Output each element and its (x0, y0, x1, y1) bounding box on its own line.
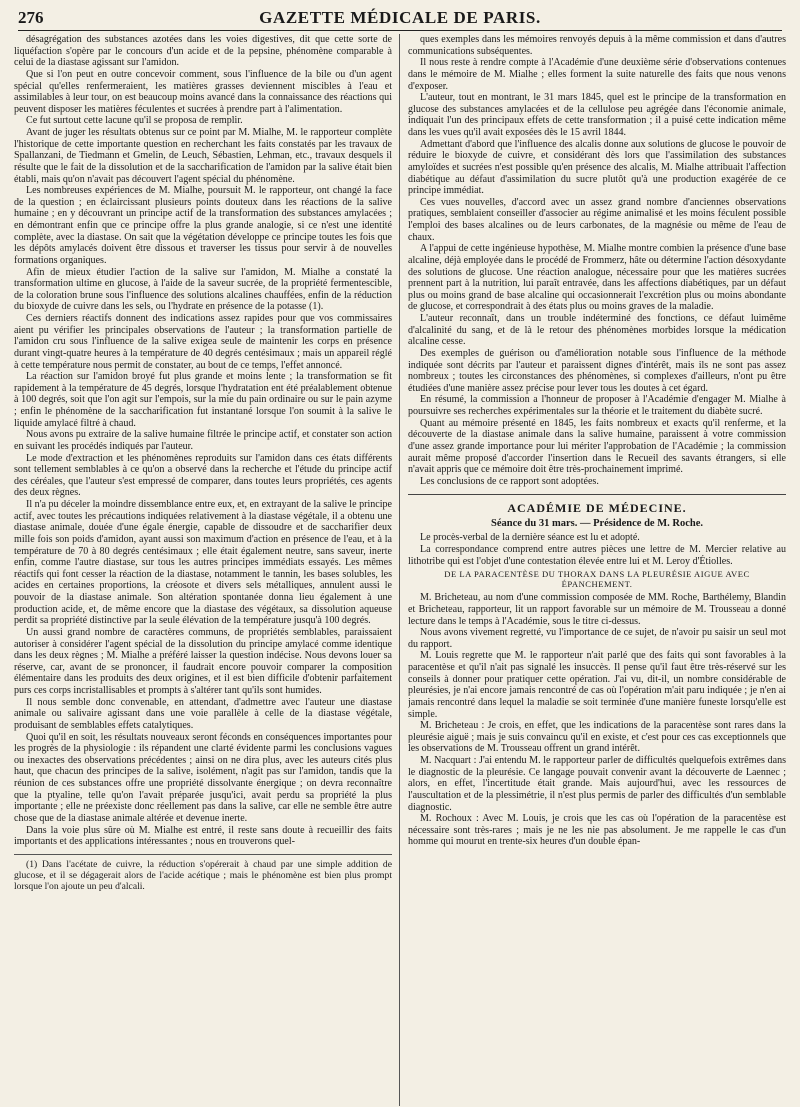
page-number: 276 (18, 8, 44, 27)
paragraph: M. Bricheteau, au nom d'une commission composée de MM. Roche, Barthélemy, Blandin et Bricheteau, rapporteur, lit un rapport favorable sur un mémoire de M. Trousseau a donné lecture dans le temps à l'Académie, sous le titre ci-dessus. (408, 592, 786, 627)
paragraph: Il nous reste à rendre compte à l'Académie d'une deuxième série d'observations contenues dans le mémoire de M. Mialhe ; elles forment la suite naturelle des faits que nous venons d'exposer. (408, 57, 786, 92)
paragraph: désagrégation des substances azotées dans les voies digestives, dit que cette sorte de liquéfaction s'opère par le concours d'un acide et de la pepsine, phénomène comparable à celui de la diastase agissant sur l'amidon. (14, 34, 392, 69)
paragraph: L'auteur, tout en montrant, le 31 mars 1845, quel est le principe de la transformation en glucose des substances amylacées et de la cellulose peu agrégée dans l'économie animale, indiquait l'un des principaux effets de cette transformation ; il a puisé cette indication même dans les vues qu'il avait exposées dès le 15 avril 1844. (408, 92, 786, 138)
footnote-divider (14, 854, 392, 855)
paragraph: L'auteur reconnaît, dans un trouble indéterminé des fonctions, ce défaut luimême d'alcalinité du sang, et de là le retour des phénomènes morbides lorsque la médication alcaline cesse. (408, 313, 786, 348)
paragraph: M. Nacquart : J'ai entendu M. le rapporteur parler de difficultés quelquefois extrêmes dans le diagnostic de la pleurésie. Ce langage pouvait convenir avant la découverte de Laennec ; alors, en effet, l'incertitude était grande. Mais aujourd'hui, avec les ressources de l'auscultation et de la plessimétrie, il n'est plus permis de parler des difficultés d'un semblable diagnostic. (408, 755, 786, 813)
paragraph: Les conclusions de ce rapport sont adoptées. (420, 475, 599, 487)
left-column (14, 34, 400, 1106)
text-columns (14, 34, 786, 1106)
paragraph: M. Rochoux : Avec M. Louis, je crois que les cas où l'opération de la paracentèse est nécessaire sont très-rares ; mais je ne les nie pas absolument. Je me rappelle le cas d'un homme qui mourut en trente-six heures d'un double épan- (408, 813, 786, 848)
paragraph: M. Louis regrette que M. le rapporteur n'ait parlé que des faits qui sont favorables à la paracentèse et qu'il n'ait pas signalé les insuccès. Il pense qu'il faut être très-réservé sur les conseils à donner pour pratiquer cette opération. J'ai vu, dit-il, un nombre considérable de pleurésies, je n'ai encore jamais rencontré de cas où l'opération m'ait paru indiquée ; je n'en ai jamais rencontré dans lequel la maladie se soit terminée d'une manière funeste lorsqu'elle est simple. (408, 650, 786, 720)
paragraph: En résumé, la commission a l'honneur de proposer à l'Académie d'engager M. Mialhe à poursuivre ses recherches expérimentales sur la théorie et le traitement du diabète sucré. (408, 394, 786, 417)
paragraph: Nous avons vivement regretté, vu l'importance de ce sujet, de n'avoir pu saisir un seul mot du rapport. (408, 627, 786, 650)
discussion-body (408, 592, 786, 848)
paragraph: Des exemples de guérison ou d'amélioration notable sous l'influence de la méthode indiquée sont décrits par l'auteur et paraissent dignes d'intérêt, mais ils ne sont pas assez nombreux ; toutes les circonstances des phénomènes, si complexes d'ailleurs, n'ont pu être étudiées d'une manière assez précise pour lever tous les doutes à cet égard. (408, 347, 786, 394)
footnote: (1) Dans l'acétate de cuivre, la réduction s'opérerait à chaud par une simple addition de glucose, et il se dégagerait alors de l'acide acétique ; mais le phénomène est bien plus prompt lorsque l'on ajoute un peu d'alcali. (14, 858, 392, 892)
paragraph: Que si l'on peut en outre concevoir comment, sous l'influence de la bile ou d'un agent spécial qu'elles renfermeraient, les matières grasses deviennent miscibles à l'eau et assimilables à leur tour, on est beaucoup moins avancé dans la connaissance des réactions qui peuvent disposer les matières féculentes et sucrées à prendre part à l'alimentation. (14, 68, 392, 115)
section-title: ACADÉMIE DE MÉDECINE. (507, 501, 687, 516)
paragraph: Avant de juger les résultats obtenus sur ce point par M. Mialhe, M. le rapporteur complète l'historique de cette importante question en recherchant les faits constatés par les travaux de Spallanzani, de Tiedmann et Gmelin, de Leuch, Sébastien, Lehman, etc., travaux desquels il résulte que le fait de la dissolution et de la saccharification de l'amidon par la salive était bien établi, mais qu'on n'avait pas découvert l'agent spécial du phénomène. (14, 127, 392, 185)
paragraph: Dans la voie plus sûre où M. Mialhe est entré, il reste sans doute à recueillir des faits importants et des applications intéressantes ; nous en trouverons quel- (14, 824, 392, 848)
paragraph: La réaction sur l'amidon broyé fut plus grande et moins lente ; la transformation se fit rapidement à la température de 45 degrés, lorsque l'hydratation ent été préalablement obtenue à 100 degrés, soit que l'on agit sur l'empois, sur la mie du pain ordinaire ou sur le pain azyme ; enfin le phénomène de la saccharification fut instantané lorsque l'on soumit à la salive le liquide amylacé filtré à chaud. (14, 371, 392, 429)
page-header (18, 8, 782, 31)
paragraph: Le mode d'extraction et les phénomènes reproduits sur l'amidon dans ces états différents sont tellement semblables à ce qu'on a observé dans la recherche et l'étude du principe actif des céréales, que l'auteur s'est empressé de comparer, dans toutes leurs propriétés, ces agents des deux règnes. (14, 452, 392, 499)
paragraph: Il nous semble donc convenable, en attendant, d'admettre avec l'auteur une diastase animale ou salivaire agissant dans une voie parallèle à celle de la diastase végétale, produisant de semblables effets catalytiques. (14, 696, 392, 731)
paragraph: Admettant d'abord que l'influence des alcalis donne aux solutions de glucose le pouvoir de réduire le bioxyde de cuivre, et considérant dès lors que l'assimilation des substances amyloïdes et sucrées n'est possible qu'en présence des alcalis, M. Mialhe attribuait l'affection diabétique au défaut d'assimilation du sucre plutôt qu'à une production exagérée de ce principe immédiat. (408, 138, 786, 197)
right-column (408, 34, 786, 1106)
session-heading: Séance du 31 mars. — Présidence de M. Roche. (490, 518, 703, 530)
paragraph: A l'appui de cette ingénieuse hypothèse, M. Mialhe montre combien la présence d'une base alcaline, déjà employée dans le procédé de Frommerz, hâte ou détermine l'action désoxydante des solutions de glucose. Une réaction analogue, nécessaire pour que les matières sucrées prennent part à la nutrition, lui paraît entravée, dans les affections diabétiques, par un défaut plus ou moins grand de base alcaline qui occasionnerait l'excrétion plus ou moins abondante de glucose, et correspondrait à des états plus ou moins graves de la maladie. (408, 243, 786, 313)
paragraph: La correspondance comprend entre autres pièces une lettre de M. Mercier relative au lithotribe qui est l'objet d'une contestation élevée entre lui et M. Leroy d'Étiolles. (408, 544, 786, 567)
left-column-body (14, 34, 392, 848)
paragraph: Quant au mémoire présenté en 1845, les faits nombreux et exacts qu'il renferme, et la découverte de la diastase animale dans la salive humaine, paraissent à votre commission d'une assez grande importance pour lui mériter l'approbation de l'Académie ; la commission aurait même proposé d'accorder l'insertion dans le Recueil des savants étrangers, si elle n'avait appris que ce mémoire doit être très-prochainement imprimé. (408, 417, 786, 476)
paragraph: ques exemples dans les mémoires renvoyés depuis à la même commission et dans d'autres communications subséquentes. (408, 34, 786, 57)
paragraph: Nous avons pu extraire de la salive humaine filtrée le principe actif, et constater son action en suivant les procédés indiqués par l'auteur. (14, 429, 392, 452)
paragraph: Ces derniers réactifs donnent des indications assez rapides pour que vos commissaires aient pu vérifier les principales observations de l'auteur ; la transformation partielle de l'amidon cru sous l'influence de la salive exigea seule de maintenir les corps en présence durant vingt-quatre heures à la température de 40 degrés centésimaux ; mais un appareil réglé à cette température nous permit de constater, au bout de ce temps, l'effet annoncé. (14, 313, 392, 371)
right-column-body (408, 34, 786, 487)
session-intro (408, 532, 786, 567)
paragraph: Les nombreuses expériences de M. Mialhe, poursuit M. le rapporteur, ont changé la face de la question ; en éclaircissant plusieurs points douteux dans les réactions de la salive humaine ; en y découvrant un principe actif de la transformation des substances amylacées ; en démontrant enfin que ce principe offre la plus grande analogie, si ce n'est une identité complète, avec la diastase. On sait que la végétation développe ce principe toutes les fois que les dépôts amylacés doivent être dissous et traverser les tissus pour servir à de nouvelles formations organiques. (14, 185, 392, 266)
paragraph: Afin de mieux étudier l'action de la salive sur l'amidon, M. Mialhe a constaté la transformation ultime en glucose, à l'aide de la saveur sucrée, de la propriété fermentescible, de la coloration brune sous l'influence des solutions alcalines chauffées, enfin de la réduction du bioxyde de cuivre dans les sels, ou l'hydrate en présence de la potasse (1). (14, 266, 392, 313)
paragraph: Ces vues nouvelles, d'accord avec un assez grand nombre d'anciennes observations pratiques, semblaient conseiller d'associer au régime animalisé et les moins féculent possible l'emploi des bases alcalines ou de leurs carbonates, de la magnésie ou même de l'eau de chaux. (408, 196, 786, 243)
report-subheading: DE LA PARACENTÈSE DU THORAX DANS LA PLEURÉSIE AIGUE AVEC ÉPANCHEMENT. (444, 569, 750, 590)
masthead-title: GAZETTE MÉDICALE DE PARIS. (259, 8, 541, 27)
section-divider (408, 494, 786, 495)
paragraph: Ce fut surtout cette lacune qu'il se proposa de remplir. (26, 115, 243, 127)
paragraph: M. Bricheteau : Je crois, en effet, que les indications de la paracentèse sont rares dans la pleurésie aiguë ; mais je suis convaincu qu'il en existe, et c'est pour ces cas exceptionnels que les observations de M. Trousseau offrent un grand intérêt. (408, 720, 786, 755)
paragraph: Le procès-verbal de la dernière séance est lu et adopté. (420, 532, 640, 544)
paragraph: Un aussi grand nombre de caractères communs, de propriétés semblables, paraissaient autoriser à considérer l'agent spécial de la dissolution du principe amylacé comme identique dans les deux règnes ; M. Mialhe a préféré laisser la question indécise. Nous devons louer sa réserve, car, avant de se prononcer, il faudrait encore pouvoir comparer la composition élémentaire dans les produits des deux origines, et il est bien difficile d'obtenir parfaitement purs ces corps incristallisables et prompts à s'altérer tant qu'ils sont humides. (14, 626, 392, 696)
paragraph: Quoi qu'il en soit, les résultats nouveaux seront féconds en conséquences importantes pour les progrès de la physiologie : ils répandent une clarté évidente parmi les conclusions vagues ou inexactes des observations précédentes ; ainsi on ne dira plus, avec les auteurs cités plus haut, que chacun des principes de la salive, isolément, n'agit pas sur l'amidon, tandis que la réunion de ces substances offre une propriété dissolvante énergique ; on devra reconnaître que la ptyaline, telle qu'on l'avait préparée jusqu'ici, avait perdu sa propriété la plus importante ; elle ne préexiste donc réellement pas dans la salive, car elle ne semble être autre chose que de la diastase animale altérée et devenue inerte. (14, 731, 392, 824)
paragraph: Il n'a pu déceler la moindre dissemblance entre eux, et, en extrayant de la salive le principe actif, avec toutes les précautions indiquées relativement à la diastase végétale, il a obtenu une diastase animale, douée d'une égale énergie, capable de dissoudre et de saccharifier deux mille fois son poids d'amidon, ayant aussi son maximum d'action en présence de l'eau, et à la température de 70 à 80 degrés centésimaux ; elle était également neutre, sans saveur, inerte enfin, comme l'autre diastase, sur tous les autres principes immédiats essayés. Les mêmes réactifs qui font cesser la réaction de la diastase, notamment le tannin, les bases solubles, les acides en certaines proportions, la créosote et divers sels métalliques, annulent aussi le pouvoir de la diastase animale. Son altération spontanée donna lieu également à une production acide, et, de même encore que la diastase des végétaux, sa dissolution aqueuse perdit sa propriété distinctive par la seule élévation de la température jusqu'à 100 degrés. (14, 499, 392, 627)
